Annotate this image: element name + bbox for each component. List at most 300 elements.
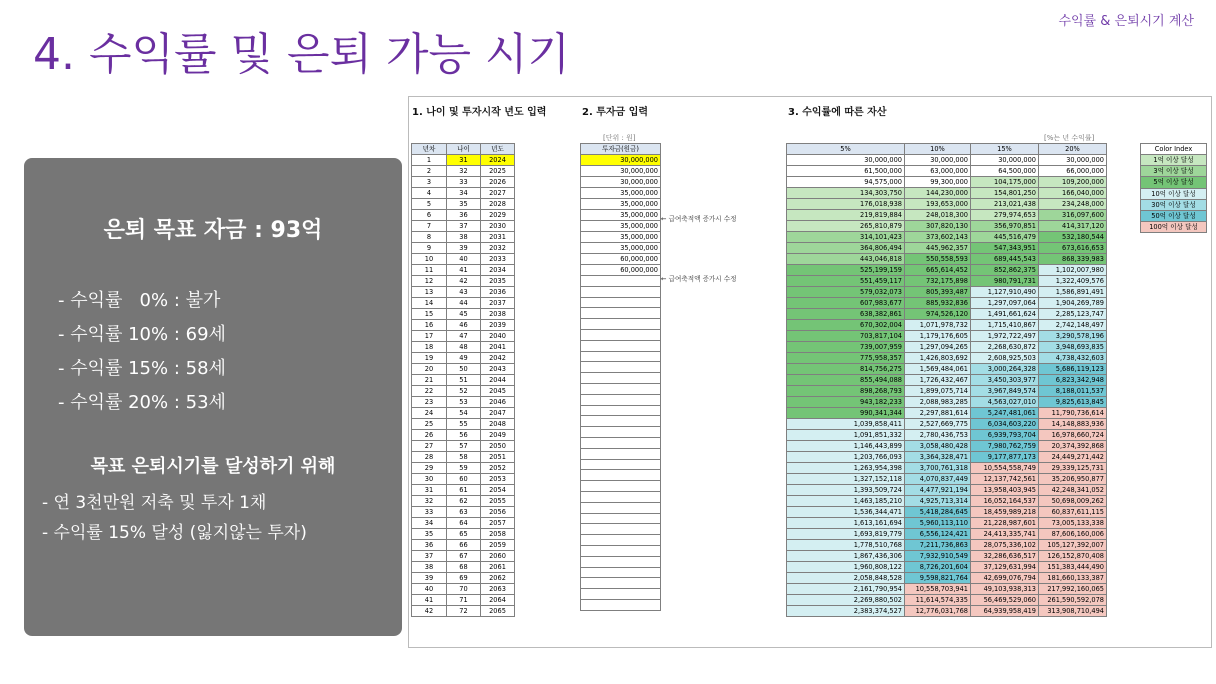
year-index-cell: 8 [412,232,447,243]
asset-cell: 1,297,097,064 [971,298,1039,309]
age-cell: 38 [447,232,481,243]
table-row [581,491,661,502]
table-row [787,375,1107,386]
table-row [787,243,1107,254]
age-cell: 54 [447,408,481,419]
year-cell: 2052 [481,463,515,474]
asset-cell: 943,182,233 [787,397,905,408]
asset-cell: 579,032,073 [787,287,905,298]
asset-cell: 213,021,438 [971,199,1039,210]
table-row [787,265,1107,276]
asset-cell: 166,040,000 [1039,188,1107,199]
asset-cell: 219,819,884 [787,210,905,221]
asset-cell: 11,614,574,335 [905,595,971,606]
asset-cell: 607,983,677 [787,298,905,309]
year-index-cell: 31 [412,485,447,496]
table-row [412,463,515,474]
table-row [787,452,1107,463]
table-row [581,177,661,188]
asset-cell: 4,738,432,603 [1039,353,1107,364]
asset-cell: 673,616,653 [1039,243,1107,254]
investment-cell [581,545,661,556]
investment-cell: 30,000,000 [581,155,661,166]
header-year: 년도 [481,144,515,155]
table-row [581,470,661,481]
year-cell: 2053 [481,474,515,485]
header-rate-15: 15% [971,144,1039,155]
asset-cell: 1,263,954,398 [787,463,905,474]
investment-cell [581,524,661,535]
asset-cell: 373,602,143 [905,232,971,243]
investment-cell [581,308,661,319]
year-index-cell: 13 [412,287,447,298]
asset-cell: 3,058,480,428 [905,441,971,452]
table-row [581,254,661,265]
plan-heading: 목표 은퇴시기를 달성하기 위해 [90,456,336,477]
asset-cell: 414,317,120 [1039,221,1107,232]
age-cell: 71 [447,595,481,606]
asset-cell: 64,939,958,419 [971,606,1039,617]
table-row [787,210,1107,221]
year-cell: 2056 [481,507,515,518]
plan-item-savings: - 연 3천만원 저축 및 투자 1채 [42,493,267,513]
year-index-cell: 36 [412,540,447,551]
header-rate-5: 5% [787,144,905,155]
retirement-goal: 은퇴 목표 자금 : 93억 [103,218,323,243]
asset-cell: 2,088,983,285 [905,397,971,408]
year-index-cell: 26 [412,430,447,441]
asset-cell: 151,383,444,490 [1039,562,1107,573]
asset-cell: 6,823,342,948 [1039,375,1107,386]
table-row [581,210,661,221]
table-row [581,166,661,177]
table-row [787,562,1107,573]
age-cell: 66 [447,540,481,551]
table-row [412,485,515,496]
year-index-cell: 16 [412,320,447,331]
year-index-cell: 34 [412,518,447,529]
asset-cell: 739,007,959 [787,342,905,353]
asset-cell: 24,449,271,442 [1039,452,1107,463]
table-row [787,507,1107,518]
table-row [412,540,515,551]
asset-cell: 1,867,436,306 [787,551,905,562]
rate-result-0: - 수익률 0% : 불가 [58,290,221,311]
year-cell: 2059 [481,540,515,551]
asset-cell: 2,268,630,872 [971,342,1039,353]
investment-cell: 60,000,000 [581,265,661,276]
asset-cell: 670,302,004 [787,320,905,331]
year-cell: 2043 [481,364,515,375]
asset-cell: 1,179,176,605 [905,331,971,342]
age-cell: 34 [447,188,481,199]
table-row [412,452,515,463]
table-row [581,448,661,459]
table-row [412,309,515,320]
year-cell: 2050 [481,441,515,452]
rate-results [58,284,226,420]
table-row [787,221,1107,232]
investment-cell [581,448,661,459]
age-cell: 57 [447,441,481,452]
year-cell: 2026 [481,177,515,188]
year-index-cell: 42 [412,606,447,617]
asset-cell: 2,780,436,753 [905,430,971,441]
year-cell: 2036 [481,287,515,298]
asset-cell: 248,018,300 [905,210,971,221]
asset-cell: 2,527,669,775 [905,419,971,430]
table-row [412,155,515,166]
asset-cell: 66,000,000 [1039,166,1107,177]
asset-cell: 314,101,423 [787,232,905,243]
asset-cell: 13,958,403,945 [971,485,1039,496]
table-row [787,529,1107,540]
table-row [581,155,661,166]
age-cell: 69 [447,573,481,584]
color-index-swatch: 3억 이상 달성 [1141,166,1207,177]
year-cell: 2040 [481,331,515,342]
asset-cell: 28,075,336,102 [971,540,1039,551]
asset-cell: 1,693,819,779 [787,529,905,540]
asset-cell: 99,300,000 [905,177,971,188]
color-index-row [1141,188,1207,199]
asset-cell: 1,327,152,118 [787,474,905,485]
investment-cell: 35,000,000 [581,221,661,232]
year-cell: 2047 [481,408,515,419]
asset-cell: 265,810,879 [787,221,905,232]
year-cell: 2060 [481,551,515,562]
table-row [412,595,515,606]
year-cell: 2048 [481,419,515,430]
age-cell: 70 [447,584,481,595]
table-row [412,188,515,199]
asset-cell: 42,248,341,052 [1039,485,1107,496]
asset-cell: 14,148,883,936 [1039,419,1107,430]
asset-cell: 974,526,120 [905,309,971,320]
table-row [412,353,515,364]
table-row [787,408,1107,419]
section-age-title: 1. 나이 및 투자시작 년도 입력 [412,107,547,118]
asset-cell: 703,817,104 [787,331,905,342]
age-cell: 52 [447,386,481,397]
year-cell: 2051 [481,452,515,463]
year-index-cell: 19 [412,353,447,364]
table-row [412,287,515,298]
table-row [412,441,515,452]
asset-cell: 50,698,009,262 [1039,496,1107,507]
asset-cell: 1,322,409,576 [1039,276,1107,287]
year-cell: 2032 [481,243,515,254]
year-cell: 2033 [481,254,515,265]
asset-cell: 6,556,124,421 [905,529,971,540]
year-cell: 2035 [481,276,515,287]
asset-cell: 868,339,983 [1039,254,1107,265]
age-cell: 65 [447,529,481,540]
year-cell: 2025 [481,166,515,177]
plan-item-return: - 수익률 15% 달성 (잃지않는 투자) [42,523,307,543]
year-index-cell: 41 [412,595,447,606]
asset-cell: 42,699,076,794 [971,573,1039,584]
investment-cell: 60,000,000 [581,254,661,265]
asset-cell: 1,127,910,490 [971,287,1039,298]
header-age: 나이 [447,144,481,155]
asset-cell: 550,558,593 [905,254,971,265]
asset-cell: 10,554,558,749 [971,463,1039,474]
table-row [581,459,661,470]
asset-cell: 1,960,808,122 [787,562,905,573]
year-index-cell: 14 [412,298,447,309]
color-index-swatch: 100억 이상 달성 [1141,222,1207,233]
age-cell: 39 [447,243,481,254]
age-cell: 58 [447,452,481,463]
asset-cell: 1,972,722,497 [971,331,1039,342]
asset-cell: 16,052,164,537 [971,496,1039,507]
table-row [787,386,1107,397]
table-row [581,545,661,556]
returns-table [786,143,1107,617]
table-row [581,286,661,297]
year-cell: 2046 [481,397,515,408]
asset-cell: 364,806,494 [787,243,905,254]
asset-cell: 532,180,544 [1039,232,1107,243]
asset-cell: 1,071,978,732 [905,320,971,331]
asset-cell: 32,286,636,517 [971,551,1039,562]
asset-cell: 2,383,374,527 [787,606,905,617]
investment-cell [581,297,661,308]
table-row [412,177,515,188]
year-index-cell: 9 [412,243,447,254]
age-cell: 32 [447,166,481,177]
asset-cell: 2,297,881,614 [905,408,971,419]
table-row [412,507,515,518]
table-row [412,562,515,573]
year-cell: 2024 [481,155,515,166]
table-row [787,155,1107,166]
asset-cell: 1,491,661,624 [971,309,1039,320]
asset-cell: 1,569,484,061 [905,364,971,375]
table-row [787,287,1107,298]
table-row [412,606,515,617]
rate-result-20: - 수익률 20% : 53세 [58,392,226,413]
asset-cell: 217,992,160,065 [1039,584,1107,595]
table-row [581,394,661,405]
age-cell: 45 [447,309,481,320]
age-cell: 48 [447,342,481,353]
asset-cell: 1,586,891,491 [1039,287,1107,298]
unit-label: [단위 : 원] [603,134,636,142]
table-row [412,584,515,595]
asset-cell: 176,018,938 [787,199,905,210]
color-index-row [1141,177,1207,188]
investment-cell [581,459,661,470]
top-right-caption: 수익률 & 은퇴시기 계산 [1058,14,1194,29]
table-row [581,437,661,448]
year-cell: 2029 [481,210,515,221]
table-row [412,166,515,177]
age-cell: 51 [447,375,481,386]
age-cell: 64 [447,518,481,529]
table-row [412,496,515,507]
asset-cell: 3,948,693,835 [1039,342,1107,353]
table-row [787,342,1107,353]
asset-cell: 356,970,851 [971,221,1039,232]
asset-cell: 24,413,335,741 [971,529,1039,540]
asset-cell: 805,393,487 [905,287,971,298]
table-row [412,397,515,408]
investment-cell: 30,000,000 [581,177,661,188]
header-rate-10: 10% [905,144,971,155]
color-index-swatch: 1억 이상 달성 [1141,155,1207,166]
asset-cell: 7,211,736,863 [905,540,971,551]
year-cell: 2057 [481,518,515,529]
asset-cell: 814,756,275 [787,364,905,375]
age-cell: 61 [447,485,481,496]
table-row [581,243,661,254]
age-cell: 37 [447,221,481,232]
asset-cell: 144,230,000 [905,188,971,199]
age-cell: 56 [447,430,481,441]
asset-cell: 87,606,160,006 [1039,529,1107,540]
year-index-cell: 2 [412,166,447,177]
table-row [581,502,661,513]
table-row [412,265,515,276]
year-cell: 2063 [481,584,515,595]
table-row [412,320,515,331]
year-index-cell: 25 [412,419,447,430]
age-cell: 49 [447,353,481,364]
asset-cell: 1,091,851,332 [787,430,905,441]
table-row [787,166,1107,177]
age-cell: 59 [447,463,481,474]
asset-cell: 12,776,031,768 [905,606,971,617]
age-cell: 36 [447,210,481,221]
investment-cell [581,405,661,416]
investment-cell [581,286,661,297]
table-row [787,254,1107,265]
investment-cell [581,556,661,567]
note-salary-1: ← 급여축적액 증가시 수정 [661,215,737,223]
asset-cell: 638,382,861 [787,309,905,320]
asset-cell: 445,962,357 [905,243,971,254]
color-index-row [1141,222,1207,233]
asset-cell: 2,269,880,502 [787,595,905,606]
asset-cell: 181,660,133,387 [1039,573,1107,584]
color-index-row [1141,199,1207,210]
table-row [581,221,661,232]
investment-cell: 35,000,000 [581,188,661,199]
investment-cell [581,589,661,600]
table-row [412,386,515,397]
investment-cell [581,276,661,287]
asset-cell: 7,932,910,549 [905,551,971,562]
table-row [787,485,1107,496]
asset-cell: 5,686,119,123 [1039,364,1107,375]
table-row [412,573,515,584]
asset-cell: 1,613,161,694 [787,518,905,529]
asset-cell: 551,459,117 [787,276,905,287]
year-cell: 2038 [481,309,515,320]
table-row [787,397,1107,408]
table-row [581,535,661,546]
year-index-cell: 22 [412,386,447,397]
table-row [787,232,1107,243]
table-row [787,188,1107,199]
year-cell: 2061 [481,562,515,573]
investment-cell [581,351,661,362]
section-assets-title: 3. 수익률에 따른 자산 [788,107,887,118]
age-cell: 42 [447,276,481,287]
table-row [581,297,661,308]
asset-cell: 261,590,592,078 [1039,595,1107,606]
asset-cell: 3,290,578,196 [1039,331,1107,342]
color-index-row [1141,210,1207,221]
asset-cell: 665,614,452 [905,265,971,276]
asset-cell: 60,837,611,115 [1039,507,1107,518]
year-cell: 2034 [481,265,515,276]
age-cell: 60 [447,474,481,485]
asset-cell: 4,925,713,314 [905,496,971,507]
table-row [412,254,515,265]
table-row [581,362,661,373]
table-row [787,199,1107,210]
year-cell: 2031 [481,232,515,243]
age-cell: 72 [447,606,481,617]
table-row [581,427,661,438]
asset-cell: 35,206,950,877 [1039,474,1107,485]
asset-cell: 1,146,443,899 [787,441,905,452]
table-row [581,232,661,243]
asset-cell: 8,188,011,537 [1039,386,1107,397]
year-index-cell: 15 [412,309,447,320]
table-row [412,232,515,243]
asset-cell: 30,000,000 [971,155,1039,166]
year-index-cell: 3 [412,177,447,188]
slide-title: 4. 수익률 및 은퇴 가능 시기 [33,29,570,80]
asset-cell: 1,899,075,714 [905,386,971,397]
asset-cell: 11,790,736,614 [1039,408,1107,419]
asset-cell: 1,297,094,265 [905,342,971,353]
asset-cell: 9,825,613,845 [1039,397,1107,408]
investment-cell [581,491,661,502]
year-index-cell: 20 [412,364,447,375]
color-index-swatch: 10억 이상 달성 [1141,188,1207,199]
asset-cell: 64,500,000 [971,166,1039,177]
table-row [787,540,1107,551]
year-cell: 2062 [481,573,515,584]
asset-cell: 104,175,000 [971,177,1039,188]
asset-cell: 2,161,790,954 [787,584,905,595]
investment-cell [581,535,661,546]
rate-unit-label: [%는 년 수익률] [1044,134,1095,142]
color-index-row [1141,155,1207,166]
asset-cell: 94,575,000 [787,177,905,188]
asset-cell: 5,247,481,061 [971,408,1039,419]
asset-cell: 443,046,818 [787,254,905,265]
table-row [787,573,1107,584]
age-cell: 68 [447,562,481,573]
table-row [412,210,515,221]
investment-cell [581,329,661,340]
age-table [411,143,515,617]
year-index-cell: 17 [412,331,447,342]
asset-cell: 30,000,000 [1039,155,1107,166]
age-cell: 46 [447,320,481,331]
investment-cell: 35,000,000 [581,210,661,221]
year-index-cell: 38 [412,562,447,573]
table-row [412,276,515,287]
asset-cell: 525,199,159 [787,265,905,276]
year-index-cell: 10 [412,254,447,265]
